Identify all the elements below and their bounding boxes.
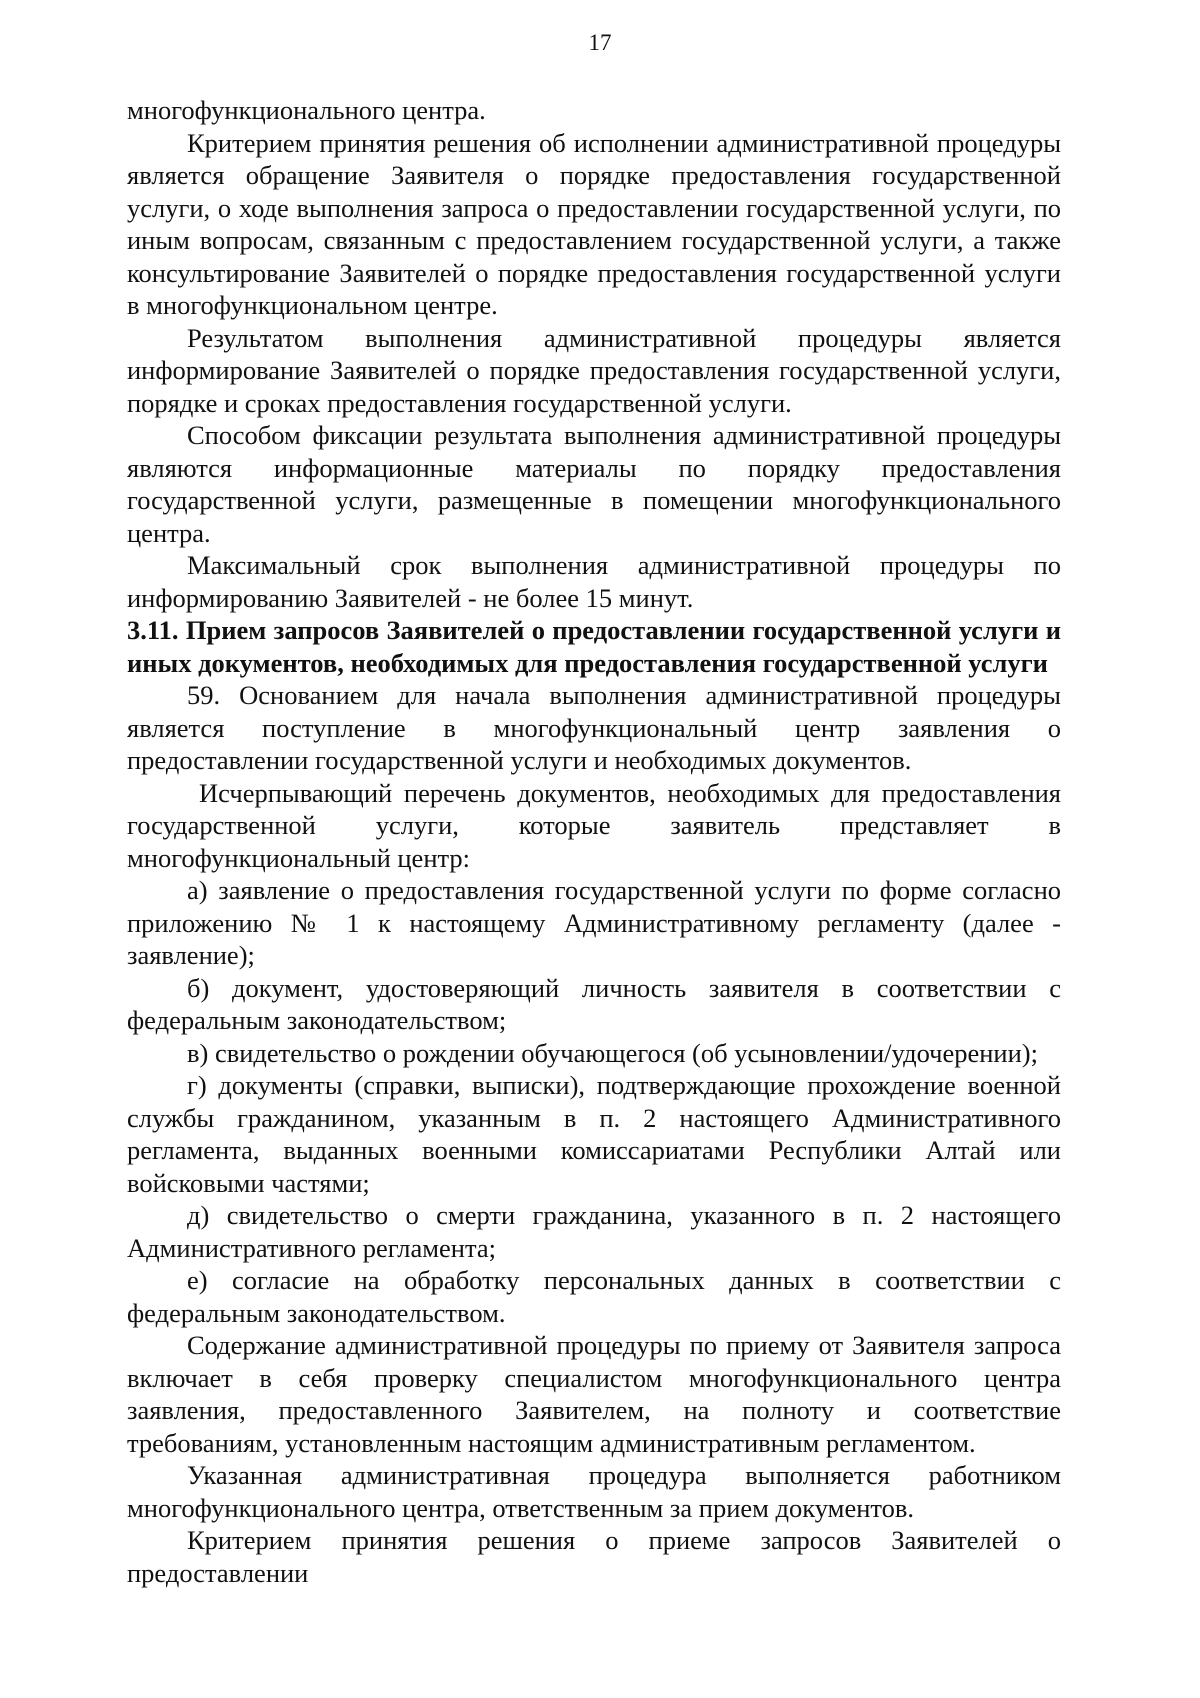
list-item-a: а) заявление о предоставления государственной услуги по форме согласно приложению № 1 к настоящему Административному регламенту (далее - заявление); xyxy=(127,875,1061,970)
paragraph-continuation: многофункционального центра. xyxy=(127,95,486,125)
page-number: 17 xyxy=(588,30,612,55)
paragraph-fixation-method: Способом фиксации результата выполнения административной процедуры являются информационные материалы по порядку предоставления государственной услуги, размещенные в помещении многофункционального центра. xyxy=(127,420,1061,548)
page-body xyxy=(127,94,1061,1589)
paragraph-max-duration: Максимальный срок выполнения административной процедуры по информированию Заявителей - не более 15 минут. xyxy=(127,550,1061,613)
list-item-d: д) свидетельство о смерти гражданина, указанного в п. 2 настоящего Административного регламента; xyxy=(127,1200,1061,1263)
paragraph-decision-criterion: Критерием принятия решения об исполнении административной процедуры является обращение Заявителя о порядке предоставления государственной услуги, о ходе выполнения запроса о предоставлении государственной услуги, по иным вопросам, связанным с предоставлением государственной услуги, а также консультирование Заявителей о порядке предоставления государственной услуги в многофункциональном центре. xyxy=(127,127,1061,320)
section-heading: 3.11. Прием запросов Заявителей о предоставлении государственной услуги и иных документов, необходимых для предоставления государственной услуги xyxy=(127,615,1061,678)
paragraph-procedure-executor: Указанная административная процедура выполняется работником многофункционального центра, ответственным за прием документов. xyxy=(127,1460,1061,1523)
list-item-v: в) свидетельство о рождении обучающегося (об усыновлении/удочерении); xyxy=(187,1037,1038,1068)
list-item-b: б) документ, удостоверяющий личность заявителя в соответствии с федеральным законодательством; xyxy=(127,972,1061,1035)
paragraph-result: Результатом выполнения административной процедуры является информирование Заявителей о порядке предоставления государственной услуги, порядке и сроках предоставления государственной услуги. xyxy=(127,322,1061,418)
list-item-e: е) согласие на обработку персональных данных в соответствии с федеральным законодательством. xyxy=(127,1265,1061,1328)
paragraph-59: 59. Основанием для начала выполнения административной процедуры является поступление в многофункциональный центр заявления о предоставлении государственной услуги и необходимых документов. xyxy=(127,680,1061,775)
paragraph-procedure-content: Содержание административной процедуры по приему от Заявителя запроса включает в себя проверку специалистом многофункционального центра заявления, предоставленного Заявителем, на полноту и соответствие требованиям, установленным настоящим административным регламентом. xyxy=(127,1330,1061,1458)
paragraph-documents-list-intro: Исчерпывающий перечень документов, необходимых для предоставления государственной услуги, которые заявитель представляет в многофункциональный центр: xyxy=(127,777,1061,873)
paragraph-acceptance-criterion: Критерием принятия решения о приеме запросов Заявителей о предоставлении xyxy=(127,1525,1061,1588)
list-item-g: г) документы (справки, выписки), подтверждающие прохождение военной службы гражданином, указанным в п. 2 настоящего Административного регламента, выданных военными комиссариатами Республики Алтай или войсковыми частями; xyxy=(127,1070,1061,1198)
